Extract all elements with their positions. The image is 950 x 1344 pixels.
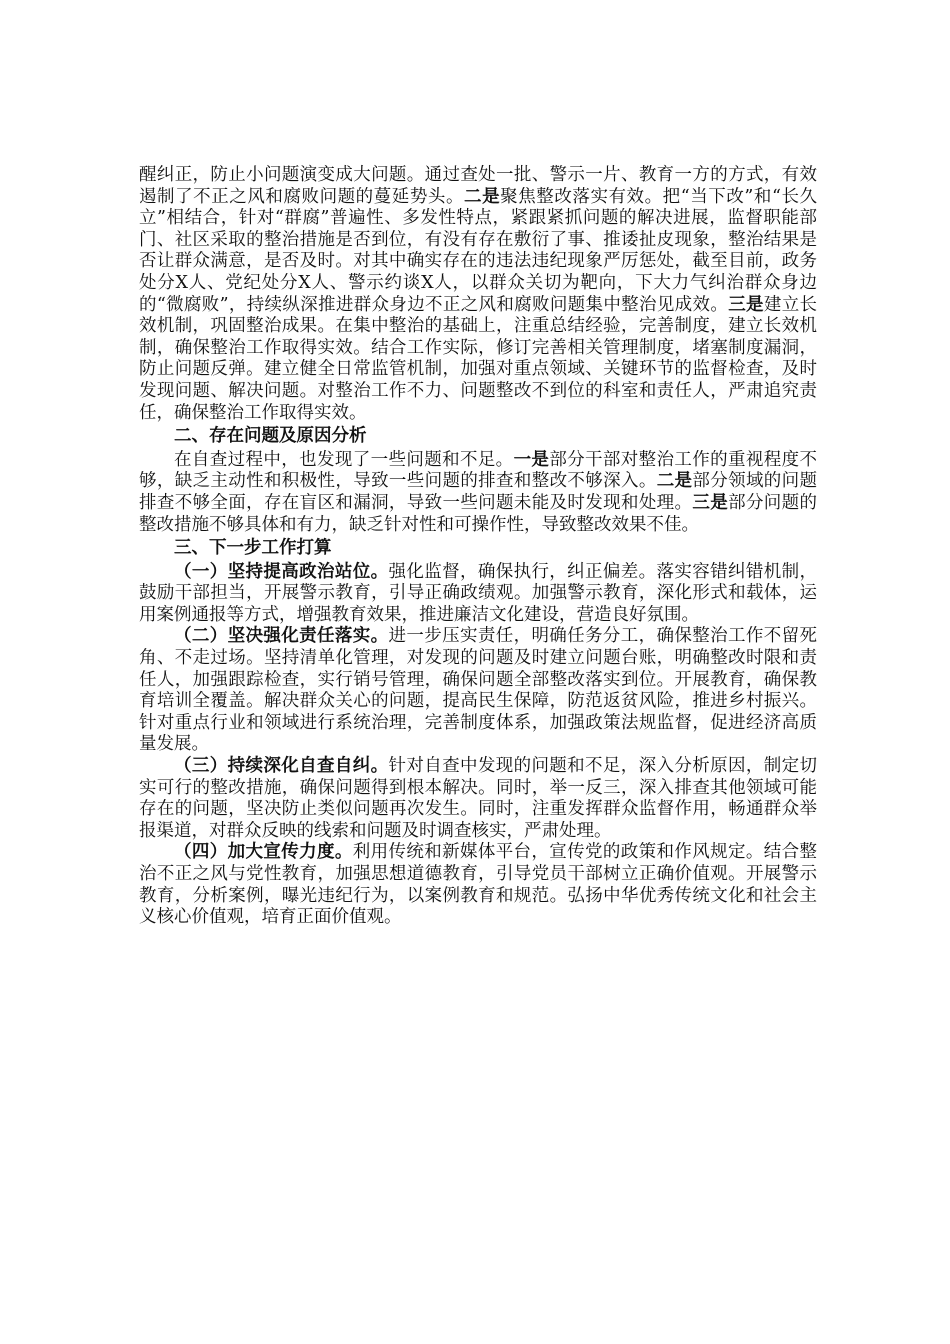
paragraph-continuation	[139, 165, 817, 424]
item-lead: （一）坚持提高政治站位。	[174, 561, 389, 582]
section-heading-2: 二、存在问题及原因分析	[174, 426, 367, 447]
lead-marker: 二是	[656, 471, 693, 492]
paragraph-item-4	[139, 842, 817, 928]
document-body	[139, 165, 817, 929]
paragraph-problems	[139, 450, 817, 536]
text-run: 在自查过程中，也发现了一些问题和不足。	[174, 449, 514, 470]
text-run: 强化监督，确保执行，纠正偏差。落实容错纠错机制，鼓励干部担当，开展警示教育，引导正确政绩观。加强警示教育，深化形式和载体，运用案例通报等方式，增强教育效果，推进廉洁文化建设，营造良好氛围。	[139, 561, 818, 625]
text-run: 部分领域的问题排查不够全面，存在盲区和漏洞，导致一些问题未能及时发现和处理。	[139, 471, 817, 513]
text-run: 部分问题的整改措施不够具体和有力，缺乏针对性和可操作性，导致整改效果不佳。	[139, 492, 817, 535]
lead-marker: 一是	[513, 449, 550, 470]
text-run: 进一步压实责任，明确任务分工，确保整治工作不留死角、不走过场。坚持清单化管理，对发现的问题及时建立问题台账，明确整改时限和责任人，加强跟踪检查，实行销号管理，确保问题全部整改落实到位。开展教育，确保教育培训全覆盖。解决群众关心的问题，提高民生保障，防范返贫风险，推进乡村振兴。针对重点行业和领域进行系统治理，完善制度体系，加强政策法规监督，促进经济高质量发展。	[139, 626, 818, 755]
paragraph-item-3	[139, 756, 817, 842]
section-heading-3: 三、下一步工作打算	[174, 538, 332, 559]
item-lead: （二）坚决强化责任落实。	[174, 626, 389, 647]
text-run: 部分干部对整治工作的重视程度不够，缺乏主动性和积极性，导致一些问题的排查和整改不够深入。	[139, 449, 818, 492]
item-lead: （四）加大宣传力度。	[174, 842, 353, 863]
text-run: 聚焦整改落实有效。把“当下改”和“长久立”相结合，针对“群腐”普遍性、多发性特点，紧跟紧抓问题的解决进展，监督职能部门、社区采取的整治措施是否到位，有没有存在敷衍了事、推诿扯皮现象，整治结果是否让群众满意，是否及时。对其中确实存在的违法违纪现象严厉惩处，截至目前，政务处分X人、党纪处分X人、警示约谈X人，以群众关切为靶向，下大力气纠治群众身边的“微腐败”，持续纵深推进群众身边不正之风和腐败问题集中整治见成效。	[139, 186, 818, 315]
text-run: 建立长效机制，巩固整治成果。在集中整治的基础上，注重总结经验，完善制度，建立长效机制，确保整治工作取得实效。结合工作实际，修订完善相关管理制度，堵塞制度漏洞，防止问题反弹。建立健全日常监管机制，加强对重点领域、关键环节的监督检查，及时发现问题、解决问题。对整治工作不力、问题整改不到位的科室和责任人，严肃追究责任，确保整治工作取得实效。	[139, 294, 818, 423]
paragraph-item-2	[139, 626, 817, 756]
lead-marker: 三是	[728, 294, 764, 315]
lead-marker: 三是	[692, 492, 729, 513]
item-lead: （三）持续深化自查自纠。	[174, 756, 389, 777]
text-run: 醒纠正，防止小问题演变成大问题。通过查处一批、警示一片、教育一方的方式，有效遏制了不正之风和腐败问题的蔓延势头。	[139, 165, 817, 207]
lead-marker: 二是	[464, 186, 501, 207]
text-run: 针对自查中发现的问题和不足，深入分析原因，制定切实可行的整改措施，确保问题得到根本解决。同时，举一反三，深入排查其他领域可能存在的问题，坚决防止类似问题再次发生。同时，注重发挥群众监督作用，畅通群众举报渠道，对群众反映的线索和问题及时调查核实，严肃处理。	[139, 756, 818, 841]
paragraph-item-1	[139, 562, 817, 627]
text-run: 利用传统和新媒体平台，宣传党的政策和作风规定。结合整治不正之风与党性教育，加强思想道德教育，引导党员干部树立正确价值观。开展警示教育，分析案例，曝光违纪行为，以案例教育和规范。弘扬中华优秀传统文化和社会主义核心价值观，培育正面价值观。	[139, 842, 818, 928]
